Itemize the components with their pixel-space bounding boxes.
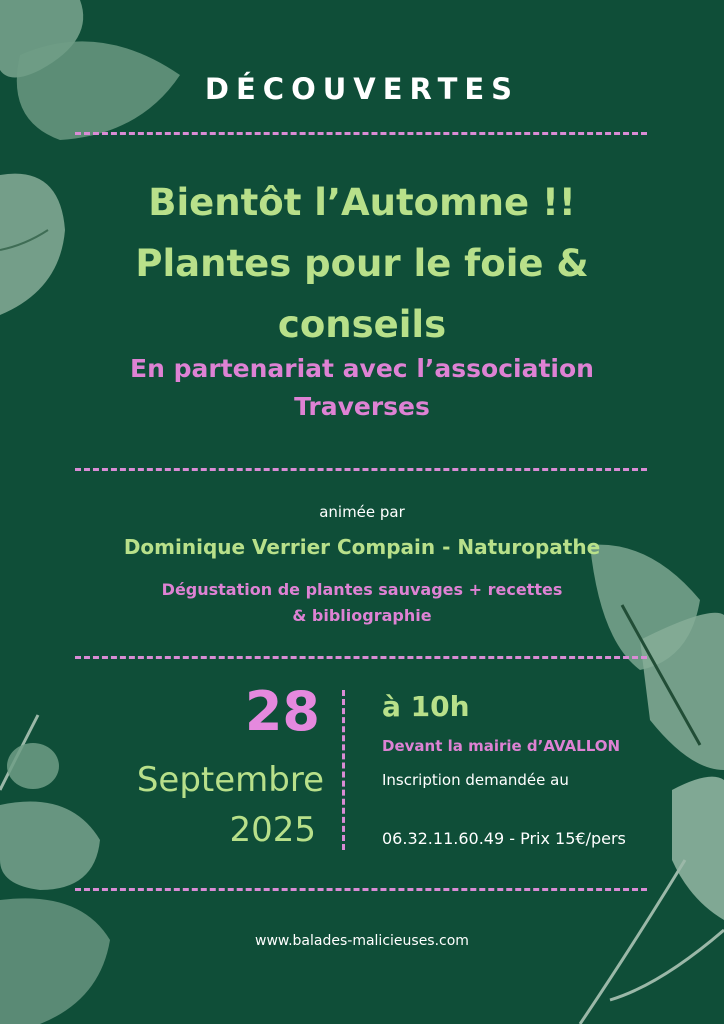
leaf-shape <box>7 743 59 789</box>
category-heading: DÉCOUVERTES <box>204 72 520 106</box>
title-line: Plantes pour le foie & <box>135 242 589 285</box>
leaf-shape <box>672 777 724 920</box>
title-line: Bientôt l’Automne !! <box>148 181 576 224</box>
subtitle-line: Traverses <box>294 392 430 421</box>
leaf-shape <box>640 613 724 770</box>
website-link[interactable]: www.balades-malicieuses.com <box>255 933 469 949</box>
dashed-divider <box>75 468 647 471</box>
dashed-divider <box>75 888 647 891</box>
partnership-subtitle <box>0 350 724 426</box>
leaf-shape <box>0 898 110 1024</box>
event-title <box>0 172 724 355</box>
leaf-shape <box>0 802 100 890</box>
dashed-divider <box>75 656 647 659</box>
event-time: à 10h <box>382 690 470 723</box>
dashed-divider <box>75 132 647 135</box>
subtitle-line: En partenariat avec l’association <box>130 354 594 383</box>
title-line: conseils <box>277 303 447 346</box>
event-year: 2025 <box>229 810 316 850</box>
tasting-line: Dégustation de plantes sauvages + recettes <box>161 580 563 599</box>
host-name: Dominique Verrier Compain - Naturopathe <box>123 535 601 559</box>
hosted-by-label: animée par <box>319 503 405 521</box>
registration-note: Inscription demandée au <box>382 771 569 789</box>
tasting-info <box>0 577 724 629</box>
event-month: Septembre <box>136 760 324 800</box>
phone-and-price: 06.32.11.60.49 - Prix 15€/pers <box>382 829 626 848</box>
event-location: Devant la mairie d’AVALLON <box>382 737 621 755</box>
vertical-dashed-divider <box>342 690 345 850</box>
event-day: 28 <box>244 680 320 743</box>
tasting-line: & bibliographie <box>292 606 432 625</box>
